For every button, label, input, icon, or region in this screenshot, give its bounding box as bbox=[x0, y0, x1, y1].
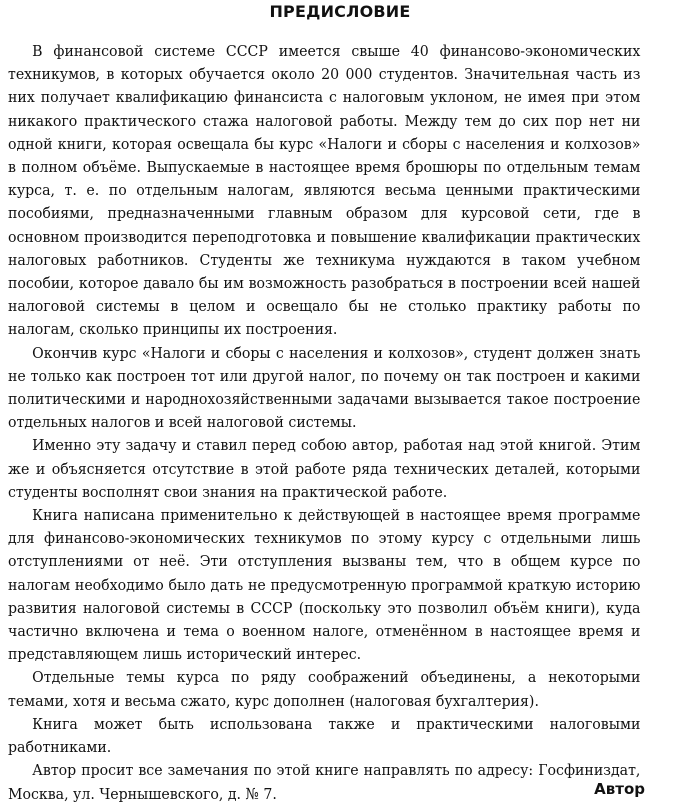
page-title: ПРЕДИСЛОВИЕ bbox=[269, 2, 411, 21]
paragraph-4: Книга написана применительно к действующей в настоящее время программе для финансово-экономических техникумов по этому курсу с отдельными лишь отступлениями от неё. Эти отступления вызваны тем, что в общем курсе по налогам необходимо было дать не предусмотренную программой краткую историю развития налоговой системы в СССР (поскольку это позволил объём книги), куда частично включена и тема о военном налоге, отменённом в настоящее время и представляющем лишь исторический интерес. bbox=[8, 506, 641, 664]
paragraph-3: Именно эту задачу и ставил перед собою автор, работая над этой книгой. Этим же и объясняется отсутствие в этой работе ряда технических деталей, которыми студенты восполнят свои знания на практической работе. bbox=[8, 436, 641, 501]
preface-body bbox=[8, 40, 640, 806]
paragraph-5: Отдельные темы курса по ряду соображений объединены, а некоторыми темами, хотя и весьма сжато, курс дополнен (налоговая бухгалтерия). bbox=[8, 668, 641, 710]
paragraph-1: В финансовой системе СССР имеется свыше 40 финансово-экономических техникумов, в которых обучается около 20 000 студентов. Значительная часть из них получает квалификацию финансиста с налоговым уклоном, не имея при этом никакого практического стажа налоговой работы. Между тем до сих пор нет ни одной книги, которая освещала бы курс «Налоги и сборы с населения и колхозов» в полном объёме. Выпускаемые в настоящее время брошюры по отдельным темам курса, т. е. по отдельным налогам, являются весьма ценными практическими пособиями, предназначенными главным образом для курсовой сети, где в основном производится переподготовка и повышение квалификации практических налоговых работников. Студенты же техникума нуждаются в таком учебном пособии, которое давало бы им возможность разобраться в построении всей нашей налоговой системы в целом и освещало бы не столько практику работы по налогам, сколько принципы их построения. bbox=[8, 42, 641, 339]
author-signature: Автор bbox=[594, 780, 645, 798]
paragraph-7: Автор просит все замечания по этой книге направлять по адресу: Госфиниздат, Москва, ул. Чернышевского, д. № 7. bbox=[8, 761, 641, 803]
paragraph-2: Окончив курс «Налоги и сборы с населения и колхозов», студент должен знать не только как построен тот или другой налог, по почему он так построен и какими политическими и народнохозяйственными задачами вызывается такое построение отдельных налогов и всей налоговой системы. bbox=[8, 343, 641, 432]
paragraph-6: Книга может быть использована также и практическими налоговыми работниками. bbox=[8, 714, 641, 757]
